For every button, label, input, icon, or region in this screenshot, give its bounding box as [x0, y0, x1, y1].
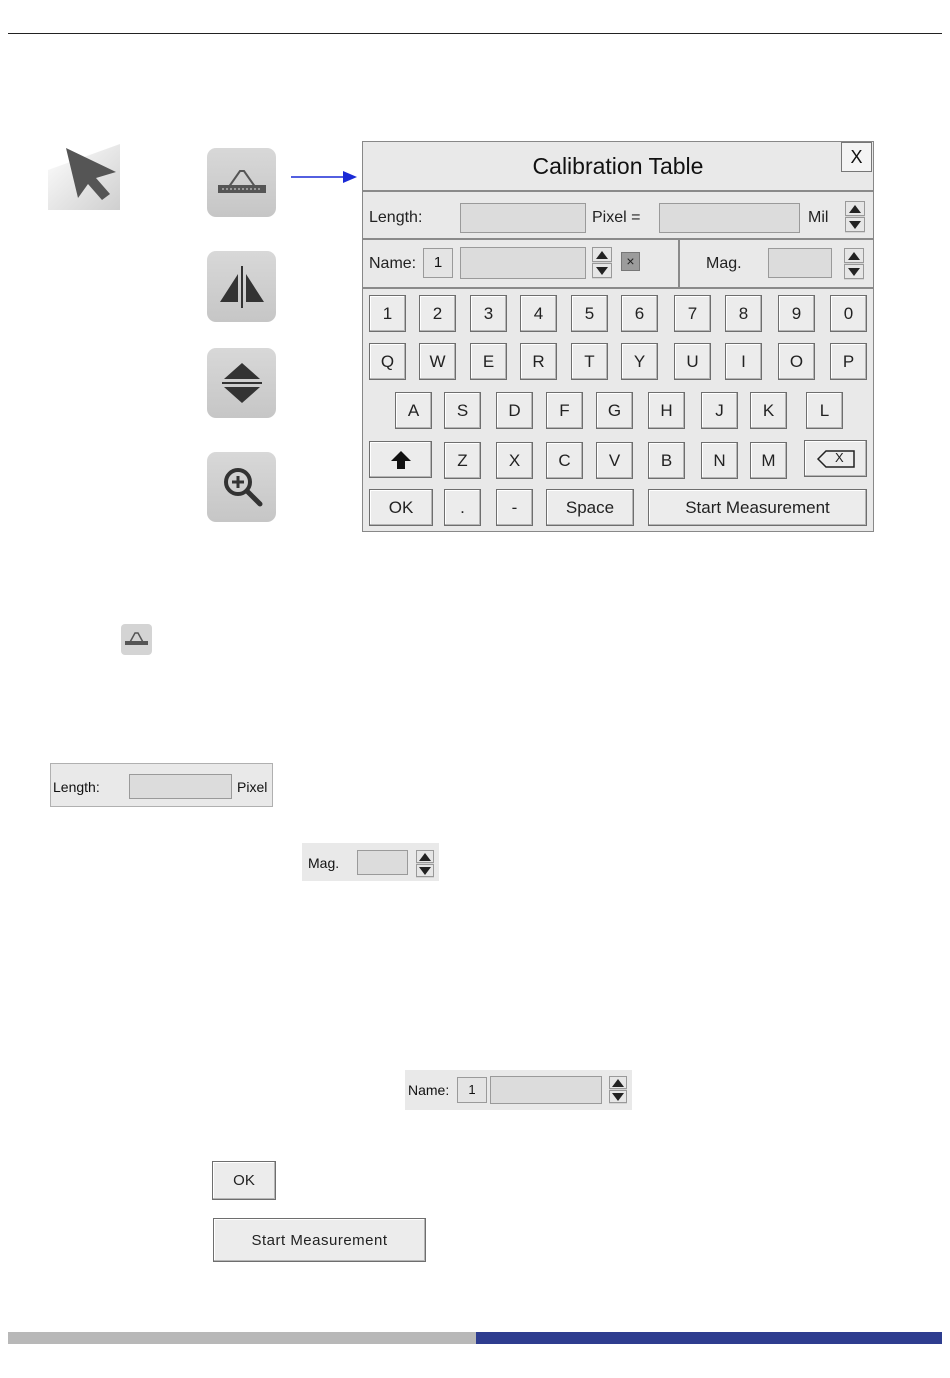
mag-field[interactable] — [357, 850, 408, 875]
name-label: Name: — [408, 1082, 450, 1098]
spinner-up-icon[interactable] — [845, 201, 865, 216]
length-label: Length: — [369, 209, 423, 226]
key-l[interactable]: L — [806, 392, 843, 429]
key-3[interactable]: 3 — [470, 295, 507, 332]
calibration-button[interactable] — [207, 148, 276, 217]
key-h[interactable]: H — [648, 392, 685, 429]
name-index[interactable]: 1 — [457, 1077, 487, 1103]
length-field[interactable] — [460, 203, 586, 233]
length-label: Length: — [53, 779, 100, 795]
cursor-arrow-icon — [44, 140, 124, 210]
pixel-label: Pixel = — [592, 209, 641, 226]
name-spinner[interactable] — [609, 1076, 627, 1104]
horizontal-line-button[interactable] — [207, 348, 276, 418]
spinner-down-icon[interactable] — [845, 217, 865, 232]
spinner-up-icon[interactable] — [416, 850, 434, 863]
divider — [363, 190, 873, 192]
backspace-label: X — [835, 450, 844, 465]
calibration-table-dialog — [362, 141, 874, 532]
key-v[interactable]: V — [596, 442, 633, 479]
key-m[interactable]: M — [750, 442, 787, 479]
key-j[interactable]: J — [701, 392, 738, 429]
name-label: Name: — [369, 255, 417, 272]
key-d[interactable]: D — [496, 392, 533, 429]
key-9[interactable]: 9 — [778, 295, 815, 332]
start-measurement-button[interactable]: Start Measurement — [213, 1218, 426, 1262]
calibration-small-icon — [121, 624, 152, 655]
key-x[interactable]: X — [496, 442, 533, 479]
divider — [363, 287, 873, 289]
spinner-down-icon[interactable] — [592, 263, 612, 278]
length-excerpt — [50, 763, 273, 807]
key-4[interactable]: 4 — [520, 295, 557, 332]
shift-arrow-icon — [390, 450, 412, 470]
name-excerpt — [405, 1070, 632, 1110]
key-2[interactable]: 2 — [419, 295, 456, 332]
key-k[interactable]: K — [750, 392, 787, 429]
mag-spinner[interactable] — [844, 248, 864, 280]
key-e[interactable]: E — [470, 343, 507, 380]
key-r[interactable]: R — [520, 343, 557, 380]
divider — [363, 238, 873, 240]
space-key[interactable]: Space — [546, 489, 634, 526]
unit-label: Mil — [808, 209, 829, 226]
header-rule — [8, 33, 942, 34]
name-field[interactable] — [460, 247, 586, 279]
unit-spinner[interactable] — [845, 201, 865, 233]
key-w[interactable]: W — [419, 343, 456, 380]
key-i[interactable]: I — [725, 343, 762, 380]
key-6[interactable]: 6 — [621, 295, 658, 332]
key-o[interactable]: O — [778, 343, 815, 380]
name-spinner[interactable] — [592, 247, 612, 279]
zoom-in-icon — [220, 465, 264, 509]
mag-field[interactable] — [768, 248, 832, 278]
start-measurement-key[interactable]: Start Measurement — [648, 489, 867, 526]
vertical-line-icon — [216, 262, 268, 312]
spinner-down-icon[interactable] — [844, 264, 864, 279]
divider — [678, 239, 680, 288]
pixel-label: Pixel — [237, 779, 268, 795]
key-1[interactable]: 1 — [369, 295, 406, 332]
key-c[interactable]: C — [546, 442, 583, 479]
key-g[interactable]: G — [596, 392, 633, 429]
key-8[interactable]: 8 — [725, 295, 762, 332]
dialog-title: Calibration Table — [532, 153, 704, 179]
key-y[interactable]: Y — [621, 343, 658, 380]
dash-key[interactable]: - — [496, 489, 533, 526]
zoom-button[interactable] — [207, 452, 276, 522]
length-field[interactable] — [129, 774, 232, 799]
key-f[interactable]: F — [546, 392, 583, 429]
spinner-down-icon[interactable] — [609, 1090, 627, 1103]
spinner-up-icon[interactable] — [844, 248, 864, 263]
key-q[interactable]: Q — [369, 343, 406, 380]
spinner-down-icon[interactable] — [416, 864, 434, 877]
key-p[interactable]: P — [830, 343, 867, 380]
close-button[interactable]: X — [841, 142, 872, 172]
ok-key[interactable]: OK — [369, 489, 433, 526]
clear-name-button[interactable]: × — [621, 252, 640, 271]
key-5[interactable]: 5 — [571, 295, 608, 332]
calibration-ruler-icon — [212, 165, 272, 201]
shift-key[interactable] — [369, 441, 432, 478]
key-7[interactable]: 7 — [674, 295, 711, 332]
spinner-up-icon[interactable] — [609, 1076, 627, 1089]
name-index[interactable]: 1 — [423, 248, 453, 278]
key-n[interactable]: N — [701, 442, 738, 479]
mag-spinner[interactable] — [416, 850, 434, 878]
mag-excerpt — [302, 843, 439, 881]
footer-bar-blue — [476, 1332, 942, 1344]
mag-label: Mag. — [308, 855, 340, 871]
dot-key[interactable]: . — [444, 489, 481, 526]
key-a[interactable]: A — [395, 392, 432, 429]
pointer-arrow — [291, 170, 357, 184]
ok-button[interactable]: OK — [212, 1161, 276, 1200]
pixel-field[interactable] — [659, 203, 800, 233]
key-t[interactable]: T — [571, 343, 608, 380]
footer-bar-gray — [8, 1332, 476, 1344]
key-0[interactable]: 0 — [830, 295, 867, 332]
horizontal-line-icon — [220, 359, 264, 407]
spinner-up-icon[interactable] — [592, 247, 612, 262]
vertical-line-button[interactable] — [207, 251, 276, 322]
key-s[interactable]: S — [444, 392, 481, 429]
mag-label: Mag. — [706, 255, 742, 272]
backspace-key[interactable] — [804, 440, 867, 477]
key-u[interactable]: U — [674, 343, 711, 380]
key-b[interactable]: B — [648, 442, 685, 479]
name-field[interactable] — [490, 1076, 602, 1104]
key-z[interactable]: Z — [444, 442, 481, 479]
